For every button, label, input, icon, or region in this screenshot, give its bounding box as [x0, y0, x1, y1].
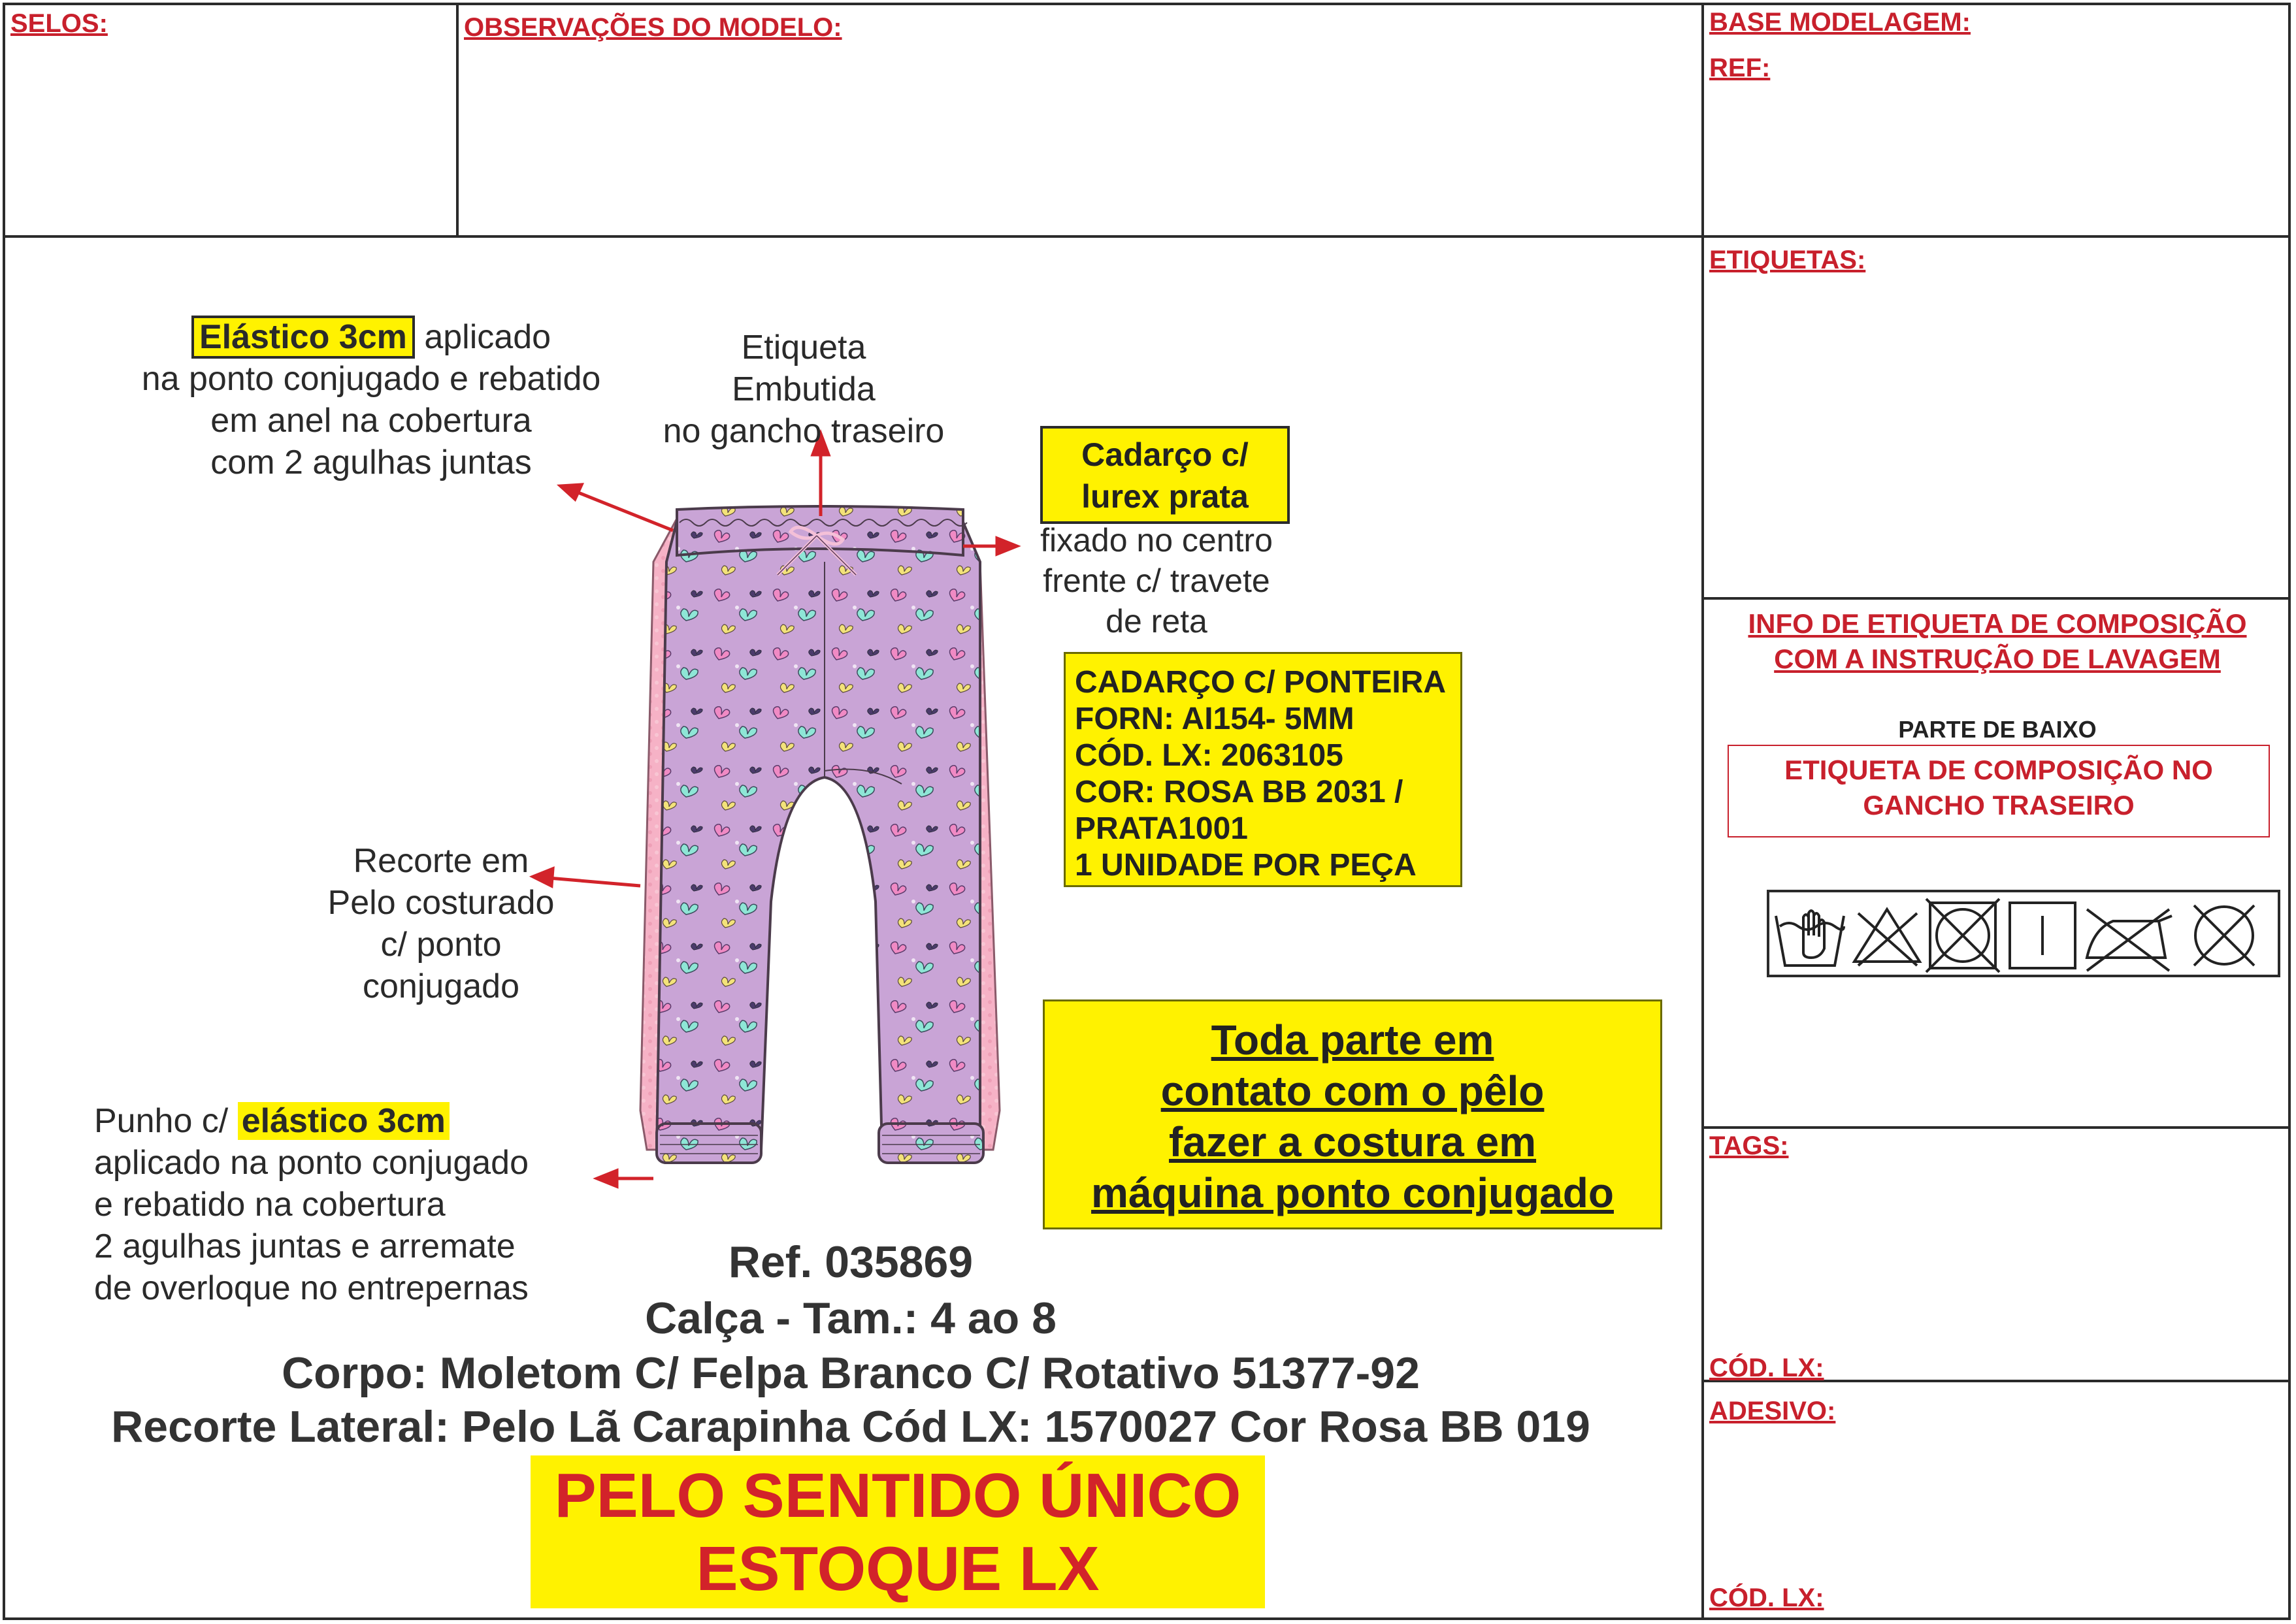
adesivo-cod-lx: CÓD. LX: [1709, 1583, 1824, 1612]
cadarco-line3: fixado no centro [1040, 522, 1273, 559]
base-modelagem-header: BASE MODELAGEM: [1709, 8, 1971, 37]
elastico-callout [110, 316, 632, 483]
elastico-line2: na ponto conjugado e rebatido [141, 360, 601, 398]
composition-label-line1: ETIQUETA DE COMPOSIÇÃO NO [1784, 755, 2213, 785]
warning-line1: PELO SENTIDO ÚNICO [554, 1461, 1241, 1531]
care-symbols [1767, 890, 2280, 977]
recorte-line4: conjugado [363, 967, 519, 1005]
product-corpo: Corpo: Moletom C/ Felpa Branco C/ Rotativo 51377-92 [282, 1348, 1420, 1398]
observacoes-header: OBSERVAÇÕES DO MODELO: [464, 13, 842, 42]
recorte-line1: Recorte em [353, 842, 529, 880]
recorte-line2: Pelo costurado [327, 884, 555, 922]
cadarco-line1: Cadarço c/ [1081, 436, 1249, 473]
no-tumble-dry-icon [1926, 899, 1999, 972]
spec-line: 1 UNIDADE POR PEÇA [1075, 848, 1417, 883]
notice-line: Toda parte em [1211, 1016, 1494, 1064]
notice-box [1043, 999, 1662, 1229]
etiqueta-line2: Embutida [732, 370, 876, 408]
product-name: Calça - Tam.: 4 ao 8 [645, 1293, 1057, 1343]
selos-header: SELOS: [10, 9, 108, 38]
parte-de-baixo: PARTE DE BAIXO [1898, 716, 2097, 743]
cadarco-callout [1013, 520, 1300, 641]
spec-line: PRATA1001 [1075, 811, 1248, 846]
cadarco-line2: lurex prata [1081, 478, 1249, 515]
cadarco-line4: frente c/ travete [1043, 562, 1270, 599]
ref-header: REF: [1709, 54, 1771, 82]
tags-header: TAGS: [1709, 1131, 1789, 1160]
adesivo-header: ADESIVO: [1709, 1397, 1836, 1425]
punho-line2: aplicado na ponto conjugado [94, 1144, 529, 1182]
notice-line: máquina ponto conjugado [1091, 1169, 1614, 1216]
cadarco-line5: de reta [1106, 603, 1207, 640]
composition-label-box [1728, 745, 2270, 837]
elastico-line3: em anel na cobertura [210, 402, 532, 440]
cadarco-highlight-box [1040, 426, 1290, 524]
punho-line3: e rebatido na cobertura [94, 1186, 446, 1224]
spec-line: FORN: AI154- 5MM [1075, 702, 1354, 736]
cadarco-spec-box [1064, 652, 1462, 887]
punho-highlight: elástico 3cm [238, 1102, 450, 1140]
product-recorte: Recorte Lateral: Pelo Lã Carapinha Cód LX: 1570027 Cor Rosa BB 019 [111, 1402, 1590, 1452]
punho-prefix: Punho c/ [94, 1102, 238, 1140]
elastico-highlight: Elástico 3cm [191, 316, 415, 359]
punho-line5: de overloque no entrepernas [94, 1269, 529, 1307]
spec-lines [1066, 654, 1460, 894]
elastico-line4: com 2 agulhas juntas [210, 444, 532, 481]
punho-line4: 2 agulhas juntas e arremate [94, 1227, 516, 1265]
etiqueta-line3: no gancho traseiro [663, 412, 945, 450]
notice-line: fazer a costura em [1168, 1118, 1537, 1165]
composition-title-line2: COM A INSTRUÇÃO DE LAVAGEM [1774, 643, 2221, 674]
recorte-line3: c/ ponto [380, 926, 502, 964]
etiquetas-header: ETIQUETAS: [1709, 246, 1866, 274]
product-ref: Ref. 035869 [728, 1237, 974, 1287]
etiqueta-callout [647, 327, 960, 452]
spec-line: CÓD. LX: 2063105 [1075, 738, 1343, 773]
warning-box [531, 1455, 1265, 1608]
tags-cod-lx: CÓD. LX: [1709, 1354, 1824, 1382]
spec-line: CADARÇO C/ PONTEIRA [1075, 665, 1447, 700]
spec-line: COR: ROSA BB 2031 / [1075, 775, 1403, 809]
warning-line2: ESTOQUE LX [696, 1534, 1100, 1604]
composition-label-line2: GANCHO TRASEIRO [1863, 790, 2135, 820]
elastico-line1: aplicado [414, 318, 551, 356]
composition-title [1704, 606, 2291, 677]
recorte-callout [301, 840, 582, 1007]
etiqueta-line1: Etiqueta [741, 329, 866, 366]
notice-line: contato com o pêlo [1160, 1067, 1545, 1114]
composition-title-line1: INFO DE ETIQUETA DE COMPOSIÇÃO [1748, 608, 2247, 639]
